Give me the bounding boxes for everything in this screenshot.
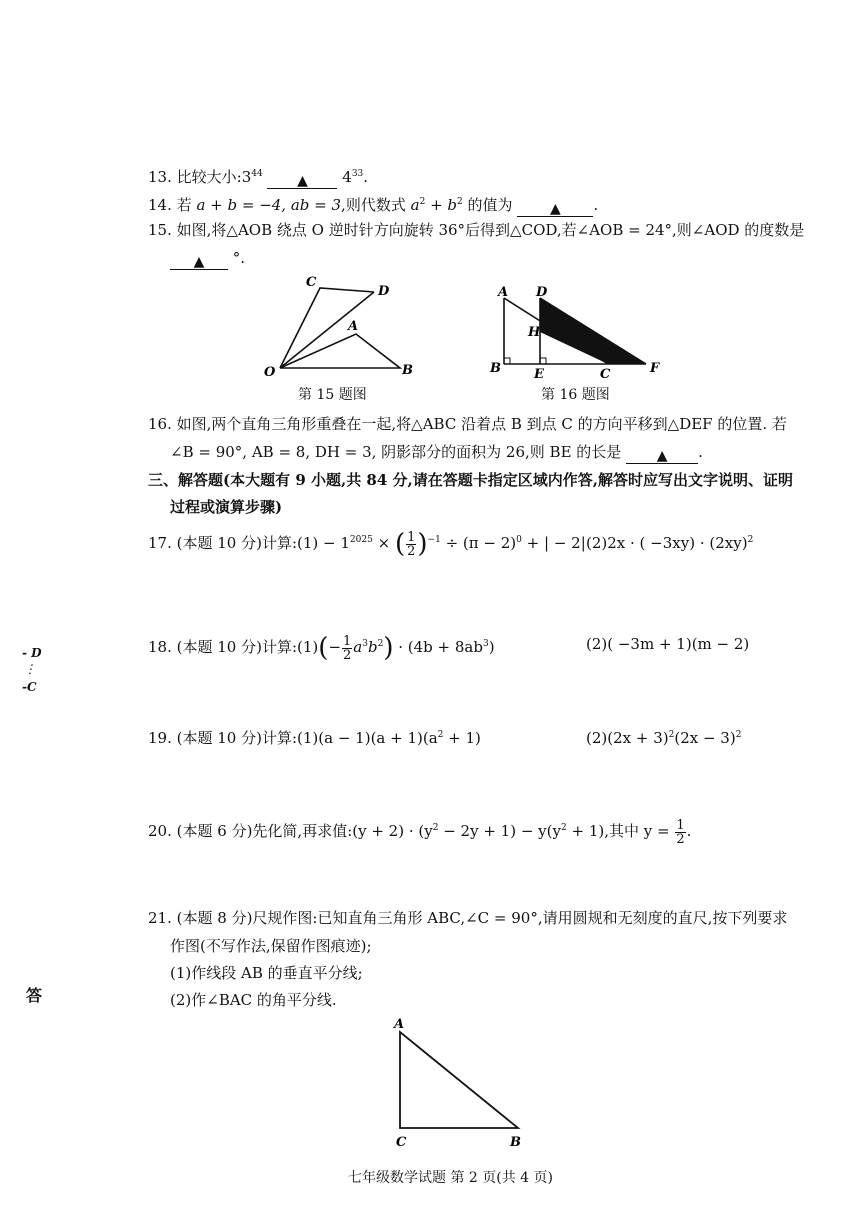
fig16-caption: 第 16 题图 bbox=[541, 387, 610, 403]
question-21-line3: (1)作线段 AB 的垂直平分线; bbox=[170, 964, 363, 982]
q17-rest: ÷ (π − 2) bbox=[440, 534, 517, 552]
q17-part2: (2)2x · ( −3xy) · (2xy) bbox=[586, 534, 748, 552]
q21-line1: (本题 8 分)尺规作图:已知直角三角形 ABC,∠C = 90°,请用圆规和无刻度的直尺,按下列要求 bbox=[176, 909, 788, 927]
question-21-line4: (2)作∠BAC 的角平分线. bbox=[170, 991, 337, 1009]
q15-text: 如图,将△AOB 绕点 O 逆时针方向旋转 36°后得到△COD,若∠AOB = 24°,则∠AOD 的度数是 bbox=[176, 221, 805, 239]
question-15-answer-line bbox=[170, 248, 245, 270]
fig15-label-b: B bbox=[402, 363, 413, 378]
fig16-right-angle-b bbox=[504, 358, 510, 364]
q14-number: 14. bbox=[148, 196, 172, 214]
q18-minus: − bbox=[328, 638, 342, 656]
question-17: 17. (本题 10 分)计算:(1) − $1^{2025}$ × ( $\frac{1}{2}$ )$^{-1} \div (\pi - 2)^0$ + | − 2| bbox=[148, 529, 586, 559]
fig21-label-b: B bbox=[510, 1135, 521, 1150]
q20-rest: + 1),其中 y = bbox=[566, 822, 675, 840]
figure-21 bbox=[390, 1014, 530, 1154]
fig15-side-od bbox=[280, 292, 374, 368]
margin-c-text: C bbox=[26, 680, 37, 694]
fig16-label-e: E bbox=[534, 367, 544, 380]
q18-frac-num: 1 bbox=[343, 633, 352, 649]
q18-frac-den: 2 bbox=[343, 647, 352, 663]
q18-fraction bbox=[342, 635, 352, 662]
q20-number: 20. bbox=[148, 822, 172, 840]
q20-end: . bbox=[686, 822, 692, 840]
margin-label-c: -C bbox=[22, 680, 37, 694]
fig16-label-c: C bbox=[600, 367, 611, 380]
q16-end: . bbox=[698, 443, 703, 461]
q18-e3: 3 bbox=[482, 639, 489, 649]
q20-part1: (本题 6 分)先化简,再求值:(y + 2) · (y bbox=[176, 822, 433, 840]
q13-end: . bbox=[363, 168, 369, 186]
q13-base2: 4 bbox=[342, 168, 352, 186]
q19-p2e2: 2 bbox=[735, 730, 742, 740]
q14-text-c: 的值为 bbox=[467, 196, 513, 214]
q19-e1: 2 bbox=[437, 730, 444, 740]
q18-mono: a bbox=[353, 638, 363, 656]
q14-plus: + b bbox=[425, 196, 458, 214]
q17-rest2: + | − 2| bbox=[521, 534, 586, 552]
q18-e2: 2 bbox=[377, 639, 384, 649]
fig15-label-d: D bbox=[378, 284, 390, 299]
q13-exp2: 33 bbox=[351, 169, 364, 179]
question-18: 18. (本题 10 分)计算:(1)(− $\frac{1}{2}$ $a^3b^2) \cdot (4b + 8ab^3)$ bbox=[148, 633, 495, 663]
question-17-part2 bbox=[586, 530, 753, 553]
fig16-label-h: H bbox=[528, 325, 541, 340]
q17-exp: 2025 bbox=[349, 535, 373, 545]
q17-frac-den: 2 bbox=[407, 543, 416, 559]
q16-line2: ∠B = 90°, AB = 8, DH = 3, 阴影部分的面积为 26,则 BE 的长是 bbox=[170, 443, 622, 461]
q15-unit: °. bbox=[232, 249, 246, 267]
question-18-part2: (2)( −3m + 1)(m − 2) bbox=[586, 635, 750, 653]
q16-answer-blank[interactable] bbox=[626, 445, 698, 464]
section-3-heading-cont: 过程或演算步骤) bbox=[170, 498, 283, 516]
fig15-caption: 第 15 题图 bbox=[298, 387, 367, 403]
margin-answer-char: 答 bbox=[26, 986, 43, 1005]
q17-exp2: −1 bbox=[427, 535, 441, 545]
question-19 bbox=[148, 725, 481, 748]
q17-fraction bbox=[406, 531, 416, 558]
q17-frac-num: 1 bbox=[407, 529, 416, 545]
answer-triangle-icon: ▲ bbox=[656, 448, 668, 464]
q15-answer-blank[interactable] bbox=[170, 251, 228, 270]
fig15-triangle-aob bbox=[280, 334, 400, 368]
q21-number: 21. bbox=[148, 909, 172, 927]
q18-number: 18. bbox=[148, 638, 172, 656]
fig16-label-b: B bbox=[490, 361, 501, 376]
q17-number: 17. bbox=[148, 534, 172, 552]
question-13 bbox=[148, 164, 368, 189]
q18-rest-end: ) bbox=[488, 638, 495, 656]
question-16-line2 bbox=[170, 442, 703, 464]
fig15-label-c: C bbox=[306, 275, 317, 290]
q18-rest: · (4b + 8ab bbox=[393, 638, 483, 656]
fig16-label-a: A bbox=[498, 285, 509, 300]
q14-expr-b: a bbox=[410, 196, 420, 214]
figure-16 bbox=[488, 280, 668, 380]
q15-number: 15. bbox=[148, 221, 172, 239]
question-21-line1 bbox=[148, 908, 787, 928]
q14-exp-b: 2 bbox=[419, 197, 426, 207]
q19-number: 19. bbox=[148, 729, 172, 747]
q20-fraction bbox=[675, 819, 685, 846]
q19-rest: + 1) bbox=[443, 729, 481, 747]
figure-15 bbox=[260, 272, 420, 384]
q16-line1: 如图,两个直角三角形重叠在一起,将△ABC 沿着点 B 到点 C 的方向平移到△DEF 的位置. 若 bbox=[176, 415, 787, 433]
q20-mid: − 2y + 1) − y(y bbox=[438, 822, 561, 840]
q20-e2: 2 bbox=[560, 823, 567, 833]
q17-part2-exp: 2 bbox=[747, 535, 754, 545]
page-footer: 七年级数学试题 第 2 页(共 4 页) bbox=[348, 1170, 553, 1186]
q13-answer-blank[interactable] bbox=[267, 170, 337, 189]
q14-text-b: ,则代数式 bbox=[341, 196, 406, 214]
q14-text-a: 若 bbox=[176, 196, 192, 214]
margin-label-d: - D bbox=[22, 646, 42, 660]
question-20 bbox=[148, 818, 691, 846]
q19-part2b: (2x − 3) bbox=[674, 729, 736, 747]
q19-p2e1: 2 bbox=[668, 730, 675, 740]
q14-answer-blank[interactable] bbox=[517, 198, 593, 217]
q20-e1: 2 bbox=[432, 823, 439, 833]
fig21-label-a: A bbox=[394, 1017, 405, 1032]
fig16-label-f: F bbox=[650, 361, 660, 376]
q14-end: . bbox=[593, 196, 599, 214]
margin-d-text: D bbox=[31, 646, 42, 660]
fig16-label-d: D bbox=[536, 285, 548, 300]
q16-number: 16. bbox=[148, 415, 172, 433]
answer-triangle-icon: ▲ bbox=[549, 201, 561, 217]
q13-number: 13. bbox=[148, 168, 172, 186]
q19-part1: (本题 10 分)计算:(1)(a − 1)(a + 1)(a bbox=[176, 729, 438, 747]
q18-part1: (本题 10 分)计算:(1) bbox=[176, 638, 319, 656]
q14-exp-c: 2 bbox=[457, 197, 463, 207]
answer-triangle-icon: ▲ bbox=[193, 254, 205, 270]
question-16-line1 bbox=[148, 414, 787, 434]
margin-dash: ⋮ bbox=[24, 662, 36, 676]
q17-part1: (本题 10 分)计算:(1) − 1 bbox=[176, 534, 350, 552]
q20-frac-num: 1 bbox=[676, 817, 685, 833]
question-15 bbox=[148, 220, 804, 240]
answer-triangle-icon: ▲ bbox=[297, 173, 308, 189]
q18-e1: 3 bbox=[362, 639, 368, 649]
question-21-line2: 作图(不写作法,保留作图痕迹); bbox=[170, 937, 372, 955]
question-19-part2 bbox=[586, 725, 741, 748]
fig21-right-triangle bbox=[400, 1032, 518, 1128]
q19-part2: (2)(2x + 3) bbox=[586, 729, 669, 747]
q13-exp1: 44 bbox=[251, 169, 263, 179]
section-3-heading: 三、解答题(本大题有 9 小题,共 84 分,请在答题卡指定区域内作答,解答时应写出文字说明、证明 bbox=[148, 471, 793, 489]
q20-frac-den: 2 bbox=[676, 831, 685, 847]
fig15-label-a: A bbox=[348, 319, 359, 334]
fig16-right-angle-e bbox=[540, 358, 546, 364]
fig21-label-c: C bbox=[396, 1135, 407, 1150]
fig15-label-o: O bbox=[264, 365, 276, 380]
q18-mono2: b bbox=[367, 638, 378, 656]
q13-text: 比较大小:3 bbox=[176, 168, 252, 186]
question-14 bbox=[148, 192, 598, 217]
q17-exp3: 0 bbox=[516, 535, 522, 545]
q14-expr-a: a + b = −4, ab = 3 bbox=[196, 196, 342, 214]
